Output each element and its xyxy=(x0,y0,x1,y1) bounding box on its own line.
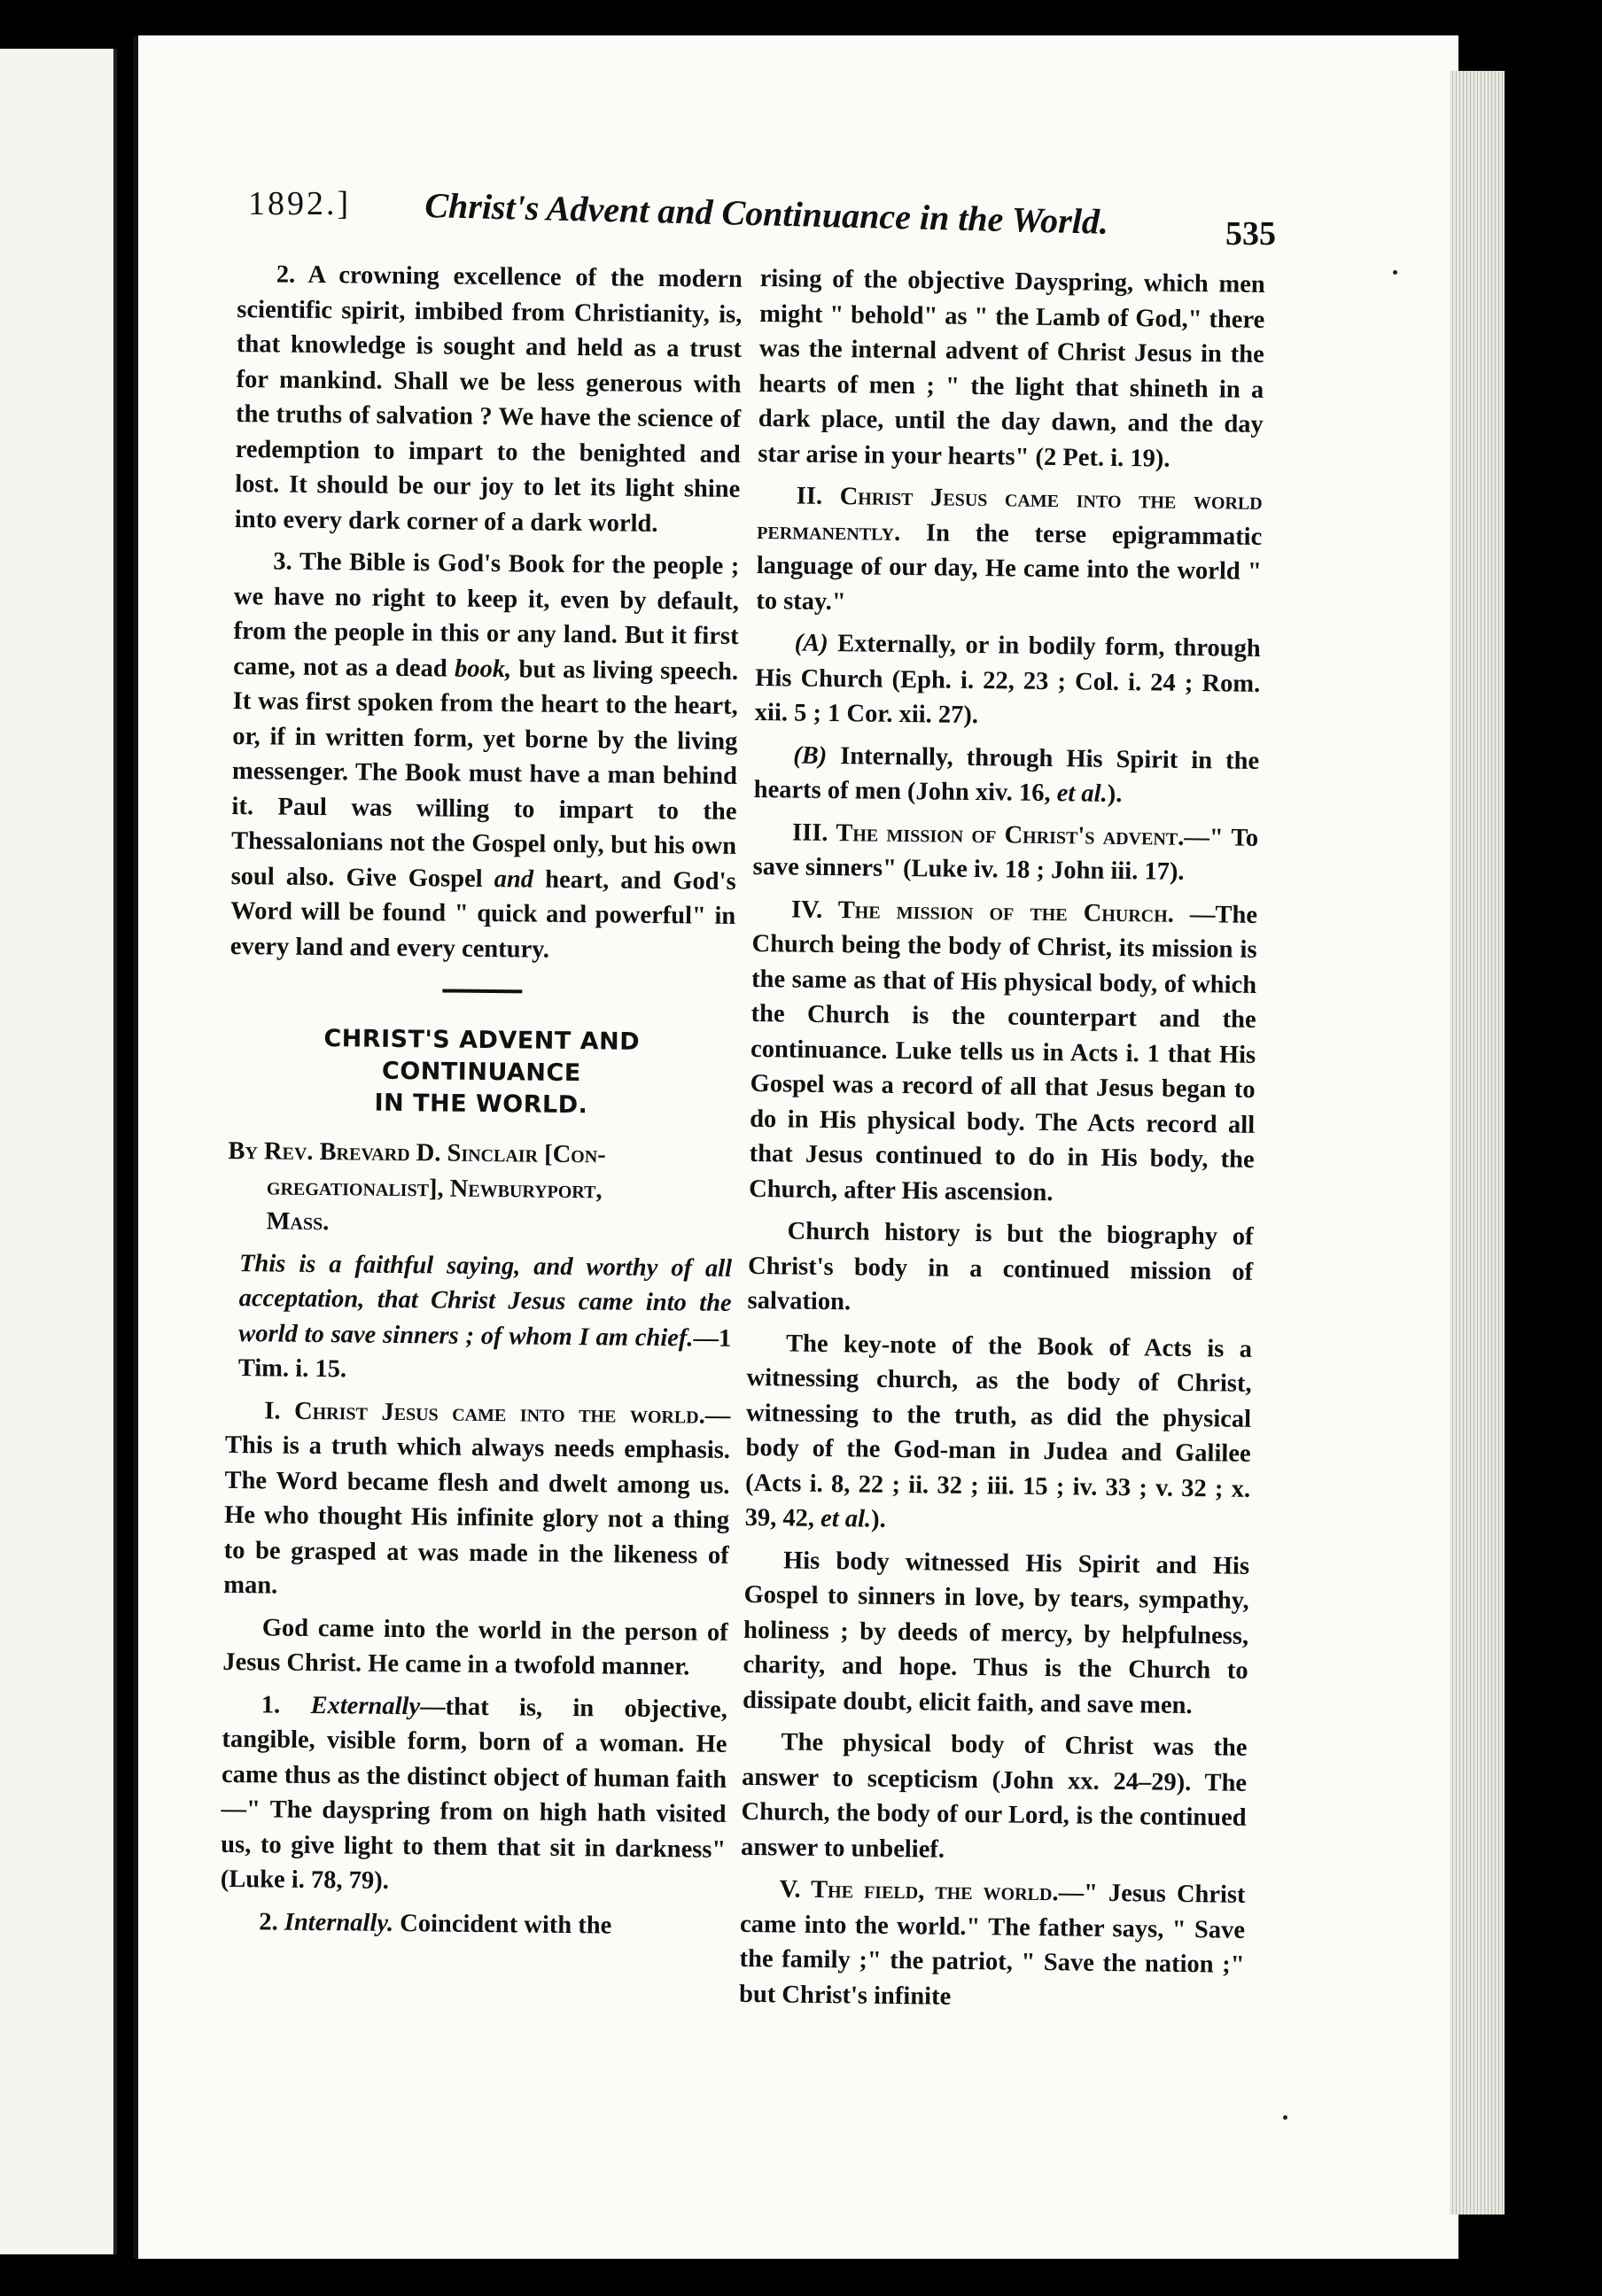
running-title: Christ's Advent and Continuance in the World. xyxy=(424,184,1109,242)
section-divider xyxy=(442,989,522,993)
paragraph: God came into the world in the person of Jesus Christ. He came in a twofold manner. xyxy=(222,1613,728,1681)
paragraph: IV. The mission of the Church. —The Church being the body of Christ, its mission is the same as that of His physical body, of which the Church is the counterpart and the continuance. Luke tells us in Acts i. 1 that His Gospel was a record of all that Jesus began to do in His physical body. The Acts record all that Jesus continued to do in His body, the Church, after His ascension. xyxy=(749,895,1258,1206)
print-speck xyxy=(1283,2115,1287,2120)
section-heading: II. Christ Jesus came into the world permanently. xyxy=(757,482,1263,547)
paragraph: V. The field, the world.—" Jesus Christ came into the world." The father says, " Save the family ;" the patriot, " Save the nation ;" but Christ's infinite xyxy=(738,1875,1246,2011)
right-column xyxy=(739,261,1265,2025)
left-column xyxy=(220,257,743,1951)
epigraph: This is a faithful saying, and worthy of all acceptation, that Christ Jesus came into the world to save sinners ; of whom I am chief.—1 Tim. i. 15. xyxy=(237,1249,733,1384)
paragraph: 1. Externally—that is, in objective, tangible, visible form, born of a woman. He came thus as the distinct object of human faith—" The dayspring from on high hath visited us, to give light to them that sit in darkness" (Luke i. 78, 79). xyxy=(220,1690,728,1895)
section-heading: V. The field, the world. xyxy=(779,1875,1059,1907)
section-heading: I. Christ Jesus came into the world. xyxy=(264,1396,705,1430)
paragraph: (A) Externally, or in bodily form, through His Church (Eph. i. 22, 23 ; Col. i. 24 ; Rom. xii. 5 ; 1 Cor. xii. 27). xyxy=(754,629,1261,730)
running-year: 1892.] xyxy=(248,185,352,222)
paragraph: The physical body of Christ was the answer to scepticism (John xx. 24–29). The Church, the body of our Lord, is the continued answer to unbelief. xyxy=(740,1728,1248,1864)
section-heading: III. The mission of Christ's advent. xyxy=(791,818,1185,851)
facing-page-edge xyxy=(0,49,117,2254)
article-title: CHRIST'S ADVENT AND CONTINUANCE IN THE WORLD. xyxy=(323,1025,641,1120)
paragraph: Church history is but the biography of Christ's body in a continued mission of salvation. xyxy=(747,1217,1254,1316)
paragraph: rising of the objective Dayspring, which men might " behold" as " the Lamb of God," there was the internal advent of Christ Jesus in the hearts of men ; " the light that shineth in a dark place, until the day dawn, and the day star arise in your hearts" (2 Pet. i. 19). xyxy=(758,264,1265,473)
running-header xyxy=(248,184,1276,252)
page-number: 535 xyxy=(1225,215,1276,252)
byline: By Rev. Brevard D. Sinclair [Con- gregationalist], Newburyport, Mass. xyxy=(228,1136,606,1237)
print-speck xyxy=(1393,270,1397,275)
paragraph: 2. Internally. Coincident with the xyxy=(259,1907,612,1940)
epigraph-reference: —1 Tim. i. 15. xyxy=(237,1323,732,1384)
paragraph: II. Christ Jesus came into the world permanently. In the terse epigrammatic language of our day, He came into the world " to stay." xyxy=(756,482,1263,616)
paragraph: 3. The Bible is God's Book for the people ; we have no right to keep it, even by default, from the people in this or any land. But it first came, not as a dead book, but as living speech. It was first spoken from the heart to the heart, or, if in written form, yet borne by the living messenger. The Book must have a man behind it. Paul was willing to impart to the Thessalonians not the Gospel only, but his own soul also. Give Gospel and heart, and God's Word will be found " quick and powerful" in every land and every century. xyxy=(229,547,740,964)
paragraph: 2. A crowning excellence of the modern scientific spirit, imbibed from Christianity, is, that knowledge is sought and held as a trust for mankind. Shall we be less generous with the truths of salvation ? We have the science of redemption to impart to the benighted and lost. It should be our joy to let its light shine into every dark corner of a dark world. xyxy=(234,260,743,538)
paragraph: His body witnessed His Spirit and His Gospel to sinners in love, by tears, sympathy, holiness ; by deeds of mercy, by helpfulness, charity, and hope. Thus is the Church to dissipate doubt, elicit faith, and save men. xyxy=(742,1546,1250,1719)
paragraph: I. Christ Jesus came into the world.—This is a truth which always needs emphasis. The Word became flesh and dwelt among us. He who thought His infinite glory not a thing to be grasped at was made in the likeness of man. xyxy=(223,1396,731,1600)
paragraph: (B) Internally, through His Spirit in the hearts of men (John xiv. 16, et al.). xyxy=(753,741,1260,809)
page-stack-edge xyxy=(1450,71,1505,2215)
paragraph: The key-note of the Book of Acts is a witnessing church, as the body of Christ, witnessing to the truth, as did the physical body of the God-man in Judea and Galilee (Acts i. 8, 22 ; ii. 32 ; iii. 15 ; iv. 33 ; v. 32 ; x. 39, 42, et al.). xyxy=(744,1329,1253,1533)
paragraph: III. The mission of Christ's advent.—" To save sinners" (Luke iv. 18 ; John iii. 17). xyxy=(752,818,1259,886)
section-heading: IV. The mission of the Church. xyxy=(790,895,1175,928)
